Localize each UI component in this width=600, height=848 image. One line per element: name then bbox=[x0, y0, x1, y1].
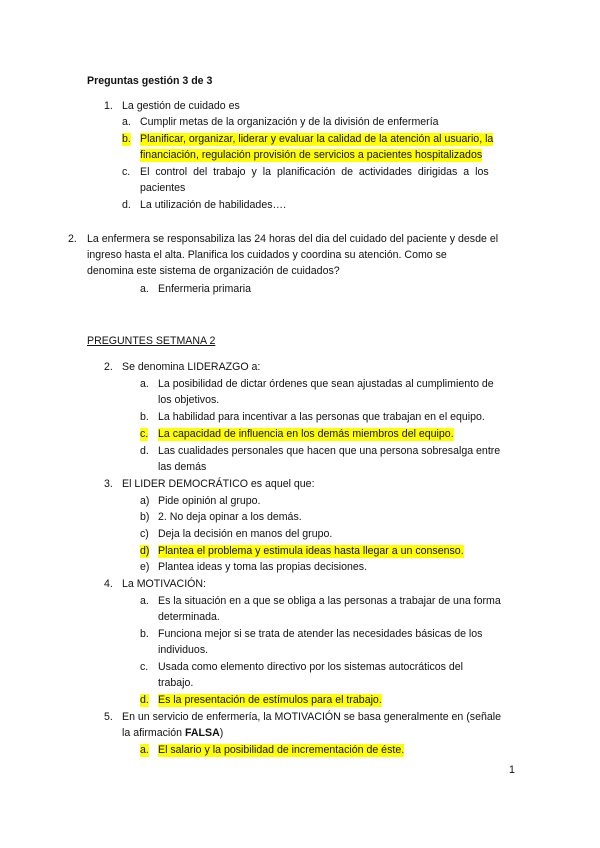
question-number: 2. bbox=[68, 233, 77, 245]
question-text: ingreso hasta el alta. Planifica los cuidados y coordina su atención. Como se bbox=[87, 249, 447, 261]
question-text: En un servicio de enfermería, la MOTIVACIÓN se basa generalmente en (señale bbox=[122, 711, 502, 723]
question-text: Se denomina LIDERAZGO a: bbox=[122, 361, 261, 373]
option-text: Es la situación en a que se obliga a las personas a trabajar de una forma bbox=[158, 595, 501, 607]
option-letter: d) bbox=[140, 545, 150, 557]
option-letter: c. bbox=[140, 661, 149, 673]
option-letter: d. bbox=[140, 445, 149, 457]
option-letter: b. bbox=[140, 411, 149, 423]
option-letter: a. bbox=[122, 116, 131, 128]
option-letter: c. bbox=[140, 428, 149, 440]
option-letter: a. bbox=[140, 595, 149, 607]
option-letter: e) bbox=[140, 561, 150, 573]
question-text bbox=[122, 727, 223, 740]
option-text: trabajo. bbox=[158, 677, 194, 689]
option-text: determinada. bbox=[158, 611, 220, 623]
option-text-correct: El salario y la posibilidad de incrementación de éste. bbox=[158, 744, 405, 756]
option-text: La posibilidad de dictar órdenes que sean ajustadas al cumplimiento de bbox=[158, 378, 494, 390]
section-title: Preguntas gestión 3 de 3 bbox=[87, 75, 213, 87]
question-text: denomina este sistema de organización de cuidados? bbox=[87, 265, 340, 277]
question-number: 3. bbox=[104, 478, 113, 490]
question-number: 4. bbox=[104, 578, 113, 590]
option-text: pacientes bbox=[140, 182, 186, 194]
option-letter: a. bbox=[140, 744, 149, 756]
option-letter: a. bbox=[140, 283, 149, 295]
option-text-correct: La capacidad de influencia en los demás miembros del equipo. bbox=[158, 428, 454, 440]
option-text: Funciona mejor si se trata de atender las necesidades básicas de los bbox=[158, 628, 483, 640]
option-letter: b. bbox=[140, 628, 149, 640]
page-number: 1 bbox=[509, 764, 515, 776]
question-number: 2. bbox=[104, 361, 113, 373]
question-text: La enfermera se responsabiliza las 24 horas del dia del cuidado del paciente y desde el bbox=[87, 233, 499, 245]
option-text: Enfermeria primaria bbox=[158, 283, 252, 295]
question-text-emphasis: FALSA bbox=[185, 727, 220, 739]
option-letter: b. bbox=[122, 133, 131, 145]
option-text: Usada como elemento directivo por los sistemas autocráticos del bbox=[158, 661, 464, 673]
option-letter: b) bbox=[140, 511, 150, 523]
option-letter: d. bbox=[122, 199, 131, 211]
option-letter: c) bbox=[140, 528, 149, 540]
option-text: Pide opinión al grupo. bbox=[158, 495, 261, 507]
option-text-correct: Planificar, organizar, liderar y evaluar la calidad de la atención al usuario, la bbox=[140, 133, 494, 145]
option-letter: a) bbox=[140, 495, 150, 507]
option-text: Plantea ideas y toma las propias decisiones. bbox=[158, 561, 368, 573]
option-letter: a. bbox=[140, 378, 149, 390]
question-text-part: ) bbox=[219, 727, 224, 739]
option-text: los objetivos. bbox=[158, 394, 220, 406]
option-letter: c. bbox=[122, 166, 131, 178]
question-text-part: la afirmación bbox=[122, 727, 185, 739]
question-text: La gestión de cuidado es bbox=[122, 100, 240, 112]
option-text: 2. No deja opinar a los demás. bbox=[158, 511, 302, 523]
section-title: PREGUNTES SETMANA 2 bbox=[87, 335, 216, 347]
question-text: La MOTIVACIÓN: bbox=[122, 578, 206, 590]
option-text: El control del trabajo y la planificación de actividades dirigidas a los bbox=[140, 166, 489, 178]
option-letter: d. bbox=[140, 694, 149, 706]
question-number: 1. bbox=[104, 100, 113, 112]
option-text: Deja la decisión en manos del grupo. bbox=[158, 528, 333, 540]
question-number: 5. bbox=[104, 711, 113, 723]
question-text: El LIDER DEMOCRÁTICO es aquel que: bbox=[122, 478, 315, 490]
option-text-correct: Es la presentación de estímulos para el trabajo. bbox=[158, 694, 382, 706]
option-text: individuos. bbox=[158, 644, 209, 656]
option-text-correct: financiación, regulación provisión de servicios a pacientes hospitalizados bbox=[140, 149, 483, 161]
option-text: Cumplir metas de la organización y de la división de enfermería bbox=[140, 116, 439, 128]
option-text: las demás bbox=[158, 461, 207, 473]
option-text: Las cualidades personales que hacen que una persona sobresalga entre bbox=[158, 445, 501, 457]
option-text: La habilidad para incentivar a las personas que trabajan en el equipo. bbox=[158, 411, 485, 423]
option-text: La utilización de habilidades…. bbox=[140, 199, 287, 211]
option-text-correct: Plantea el problema y estimula ideas hasta llegar a un consenso. bbox=[158, 545, 464, 557]
